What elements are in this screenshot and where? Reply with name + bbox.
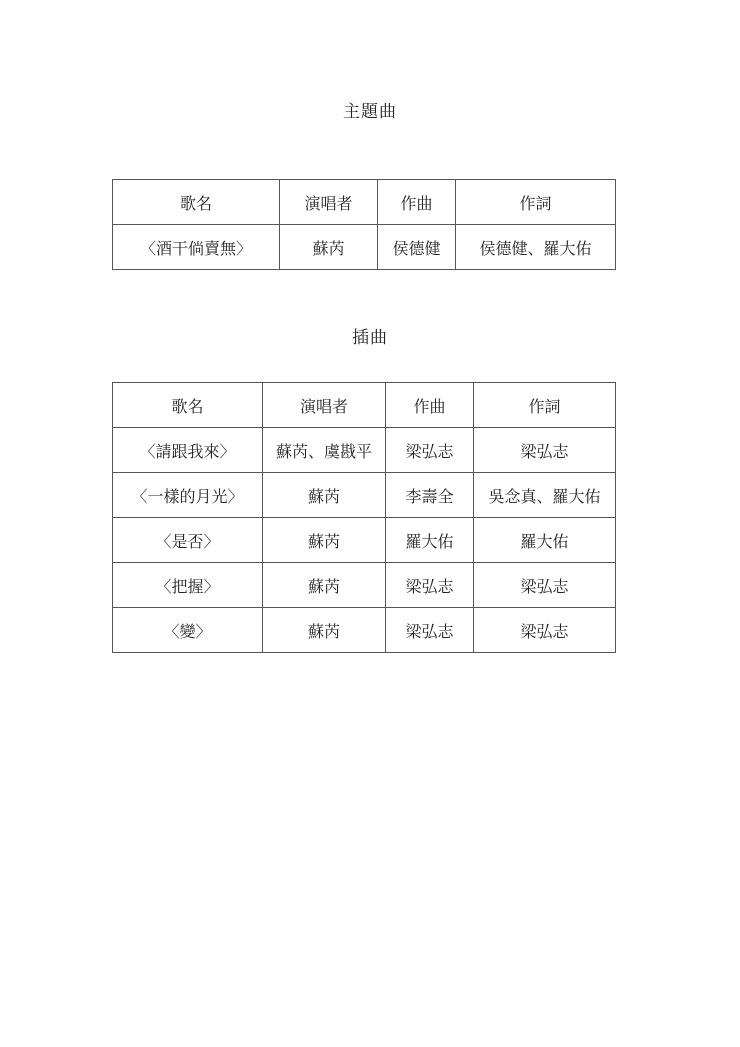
table-row: [113, 518, 616, 563]
song-name-cell: 〈一樣的月光〉: [113, 473, 263, 518]
lyricist-cell: 吳念真、羅大佑: [474, 473, 616, 518]
lyricist-cell: 梁弘志: [474, 428, 616, 473]
song-name-cell: 〈酒干倘賣無〉: [113, 225, 280, 270]
performer-cell: 蘇芮: [263, 608, 386, 653]
header-lyricist: 作詞: [456, 180, 616, 225]
lyricist-cell: 梁弘志: [474, 563, 616, 608]
table-row: [113, 608, 616, 653]
header-lyricist: 作詞: [474, 383, 616, 428]
theme-song-section-title: 主題曲: [343, 102, 397, 122]
lyricist-cell: 羅大佑: [474, 518, 616, 563]
header-composer: 作曲: [386, 383, 474, 428]
lyricist-cell: 侯德健、羅大佑: [456, 225, 616, 270]
header-song-name: 歌名: [113, 180, 280, 225]
composer-cell: 羅大佑: [386, 518, 474, 563]
table-row: [113, 225, 616, 270]
table-row: [113, 428, 616, 473]
header-performer: 演唱者: [280, 180, 378, 225]
performer-cell: 蘇芮: [263, 473, 386, 518]
header-song-name: 歌名: [113, 383, 263, 428]
insert-song-section-title: 插曲: [352, 328, 388, 348]
table-row: [113, 473, 616, 518]
composer-cell: 侯德健: [378, 225, 456, 270]
song-name-cell: 〈變〉: [113, 608, 263, 653]
performer-cell: 蘇芮: [263, 563, 386, 608]
performer-cell: 蘇芮、虞戡平: [263, 428, 386, 473]
song-name-cell: 〈是否〉: [113, 518, 263, 563]
song-name-cell: 〈把握〉: [113, 563, 263, 608]
insert-song-table: [112, 382, 616, 653]
composer-cell: 梁弘志: [386, 563, 474, 608]
composer-cell: 梁弘志: [386, 428, 474, 473]
theme-song-table: [112, 179, 616, 270]
table-header-row: [113, 383, 616, 428]
header-composer: 作曲: [378, 180, 456, 225]
performer-cell: 蘇芮: [263, 518, 386, 563]
table-row: [113, 563, 616, 608]
table-header-row: [113, 180, 616, 225]
performer-cell: 蘇芮: [280, 225, 378, 270]
composer-cell: 李壽全: [386, 473, 474, 518]
song-name-cell: 〈請跟我來〉: [113, 428, 263, 473]
composer-cell: 梁弘志: [386, 608, 474, 653]
header-performer: 演唱者: [263, 383, 386, 428]
lyricist-cell: 梁弘志: [474, 608, 616, 653]
